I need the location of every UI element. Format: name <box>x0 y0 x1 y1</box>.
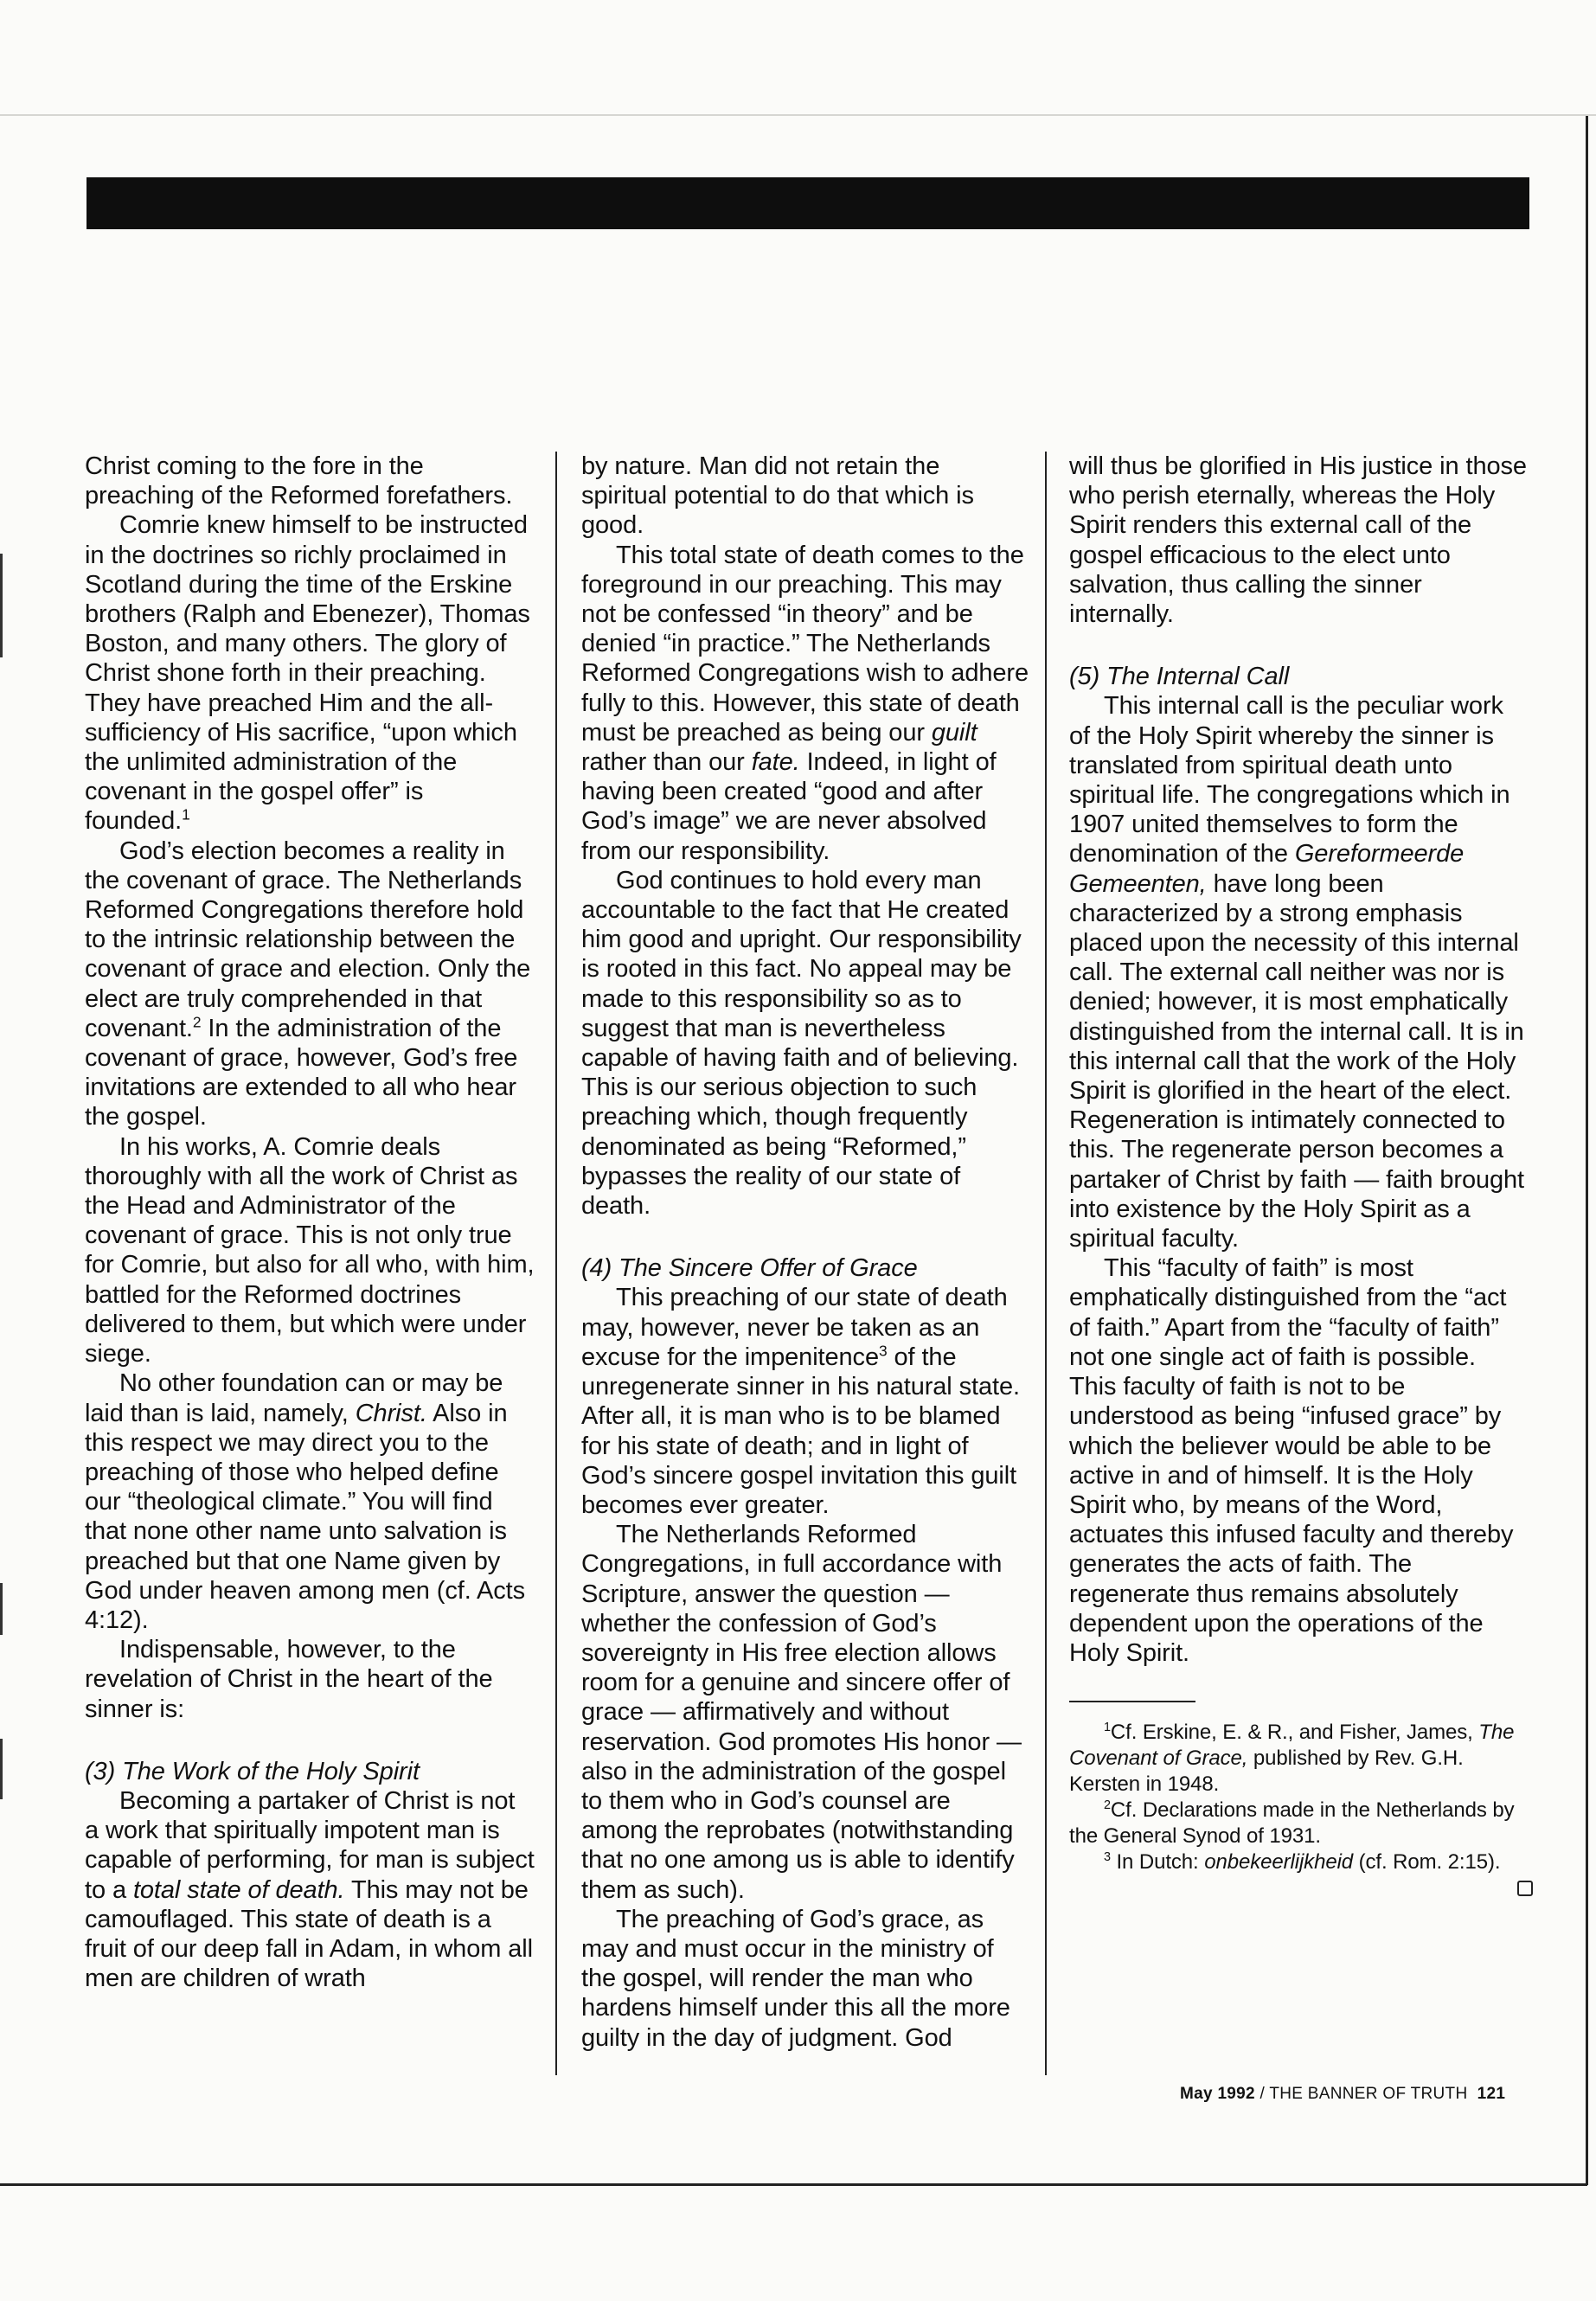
paragraph: Indispensable, however, to the revelation of Christ in the heart of the sinner is: <box>85 1636 493 1723</box>
footnote-ref: 2 <box>192 1013 202 1031</box>
column-2 <box>581 452 1031 2053</box>
page-top-edge <box>0 114 1596 116</box>
paragraph: This preaching of our state of death may, however, never be taken as an excuse for the impenitence$^3$ of the unregenerate sinner in his natural state. After all, it is man who is to be blamed for his state of death; and in light of God’s sincere gospel invitation this guilt becomes ever greater. <box>581 1284 1020 1519</box>
column-divider <box>555 452 557 2075</box>
paragraph: The preaching of God’s grace, as may and must occur in the ministry of the gospel, will render the man who hardens himself under this all the more guilty in the day of judgment. God <box>581 1905 1010 2052</box>
footnote-3: $^3$ In Dutch: onbekeerlijkheid (cf. Rom. 2:15). <box>1104 1850 1501 1875</box>
section-heading: (4) The Sincere Offer of Grace <box>581 1254 918 1283</box>
paragraph: will thus be glorified in His justice in those who perish eternally, whereas the Holy Spirit renders this external call of the gospel efficacious to the elect unto salvation, thus calling the sinner internally. <box>1069 452 1527 629</box>
paragraph: This “faculty of faith” is most emphatically distinguished from the “act of faith.” Apart from the “faculty of faith” not one single act of faith is possible. This faculty of faith is not to be understood as being “infused grace” by which the believer would be able to be active in and of himself. It is the Holy Spirit who, by means of the Word, actuates this infused faculty and thereby generates the acts of faith. The regenerate thus remains absolutely dependent upon the operations of the Holy Spirit. <box>1069 1254 1514 1667</box>
page-number: 121 <box>1477 2085 1506 2103</box>
paragraph: God continues to hold every man accountable to the fact that He created him good and upright. Our responsibility is rooted in this fact. No appeal may be made to this responsibility so as to suggest that man is nevertheless capable of having faith and of believing. This is our serious objection to such preaching which, though frequently denominated as being “Reformed,” bypasses the reality of our state of death. <box>581 866 1022 1221</box>
paragraph: In his works, A. Comrie deals thoroughly with all the work of Christ as the Head and Administrator of the covenant of grace. This is not only true for Comrie, but also for all who, with him, battled for the Reformed doctrines delivered to them, but which were under siege. <box>85 1132 535 1368</box>
issue-date: May 1992 <box>1180 2085 1255 2103</box>
section-heading: (5) The Internal Call <box>1069 663 1290 691</box>
right-border-line <box>1586 116 1588 2185</box>
column-1 <box>85 452 535 1993</box>
column-divider <box>1045 452 1047 2075</box>
left-edge-mark <box>0 554 3 657</box>
paragraph: No other foundation can or may be laid than is laid, namely, Christ. Also in this respect we may direct you to the preaching of those who helped define our “theological climate.” You will find that none other name unto salvation is preached but that one Name given by God under heaven among men (cf. Acts 4:12). <box>85 1369 526 1634</box>
left-edge-mark <box>0 1583 3 1635</box>
paragraph: This total state of death comes to the foreground in our preaching. This may not be confessed “in theory” and be denied “in practice.” The Netherlands Reformed Congregations wish to adhere fully to this. However, this state of death must be preached as being our guilt rather than our fate. Indeed, in light of having been created “good and after God’s image” we are never absolved from our responsibility. <box>581 541 1029 865</box>
footnote-1: $^1$Cf. Erskine, E. & R., and Fisher, James, The Covenant of Grace, published by Rev. G.H. Kersten in 1948. <box>1069 1721 1515 1797</box>
column-3 <box>1069 452 1528 1896</box>
page-footer: May 1992 / THE BANNER OF TRUTH 121 <box>1180 2085 1506 2103</box>
footnote-ref: 1 <box>182 805 190 824</box>
section-heading: (3) The Work of the Holy Spirit <box>85 1757 420 1785</box>
paragraph: This internal call is the peculiar work of the Holy Spirit whereby the sinner is translated from spiritual death unto spiritual life. The congregations which in 1907 united themselves to form the denomination of the Gereformeerde Gemeenten, have long been characterized by a strong emphasis placed upon the necessity of this internal call. The external call neither was nor is denied; however, it is most emphatically distinguished from the internal call. It is in this internal call that the work of the Holy Spirit is glorified in the heart of the elect. Regeneration is intimately connected to this. The regenerate person becomes a partaker of Christ by faith — faith brought into existence by the Holy Spirit as a spiritual faculty. <box>1069 692 1525 1253</box>
left-edge-mark <box>0 1739 3 1799</box>
paragraph: The Netherlands Reformed Congregations, in full accordance with Scripture, answer the question — whether the confession of God’s sovereignty in His free election allows room for a genuine and sincere offer of grace — affirmatively and without reservation. God promotes His honor — also in the administration of the gospel to them who in God’s counsel are among the reprobates (notwithstanding that no one among us is able to identify them as such). <box>581 1521 1022 1904</box>
header-bar <box>87 177 1529 229</box>
bottom-border-line <box>0 2183 1587 2186</box>
paragraph: God’s election becomes a reality in the covenant of grace. The Netherlands Reformed Congregations therefore hold to the intrinsic relationship between the covenant of grace and election. Only the elect are truly comprehended in that covenant.$^2$ In the administration of the covenant of grace, however, God’s free invitations are extended to all who hear the gospel. <box>85 836 531 1131</box>
footnote-rule <box>1069 1701 1195 1702</box>
publication-title: THE BANNER OF TRUTH <box>1269 2085 1468 2103</box>
paragraph: by nature. Man did not retain the spiritual potential to do that which is good. <box>581 452 974 540</box>
footnote-ref: 3 <box>878 1342 888 1360</box>
paragraph: Comrie knew himself to be instructed in the doctrines so richly proclaimed in Scotland during the time of the Erskine brothers (Ralph and Ebenezer), Thomas Boston, and many others. The glory of Christ shone forth in their preaching. They have preached Him and the all-sufficiency of His sacrifice, “upon which the unlimited administration of the covenant in the gospel offer” is founded.$^1$ <box>85 511 530 836</box>
paragraph: Becoming a partaker of Christ is not a work that spiritually impotent man is capable of performing, for man is subject to a total state of death. This may not be camouflaged. This state of death is a fruit of our deep fall in Adam, in whom all men are children of wrath <box>85 1786 535 1993</box>
footnote-2: $^2$Cf. Declarations made in the Netherlands by the General Synod of 1931. <box>1069 1798 1515 1849</box>
paragraph: Christ coming to the fore in the preaching of the Reformed forefathers. <box>85 452 513 510</box>
end-of-article-box-icon <box>1517 1881 1533 1896</box>
